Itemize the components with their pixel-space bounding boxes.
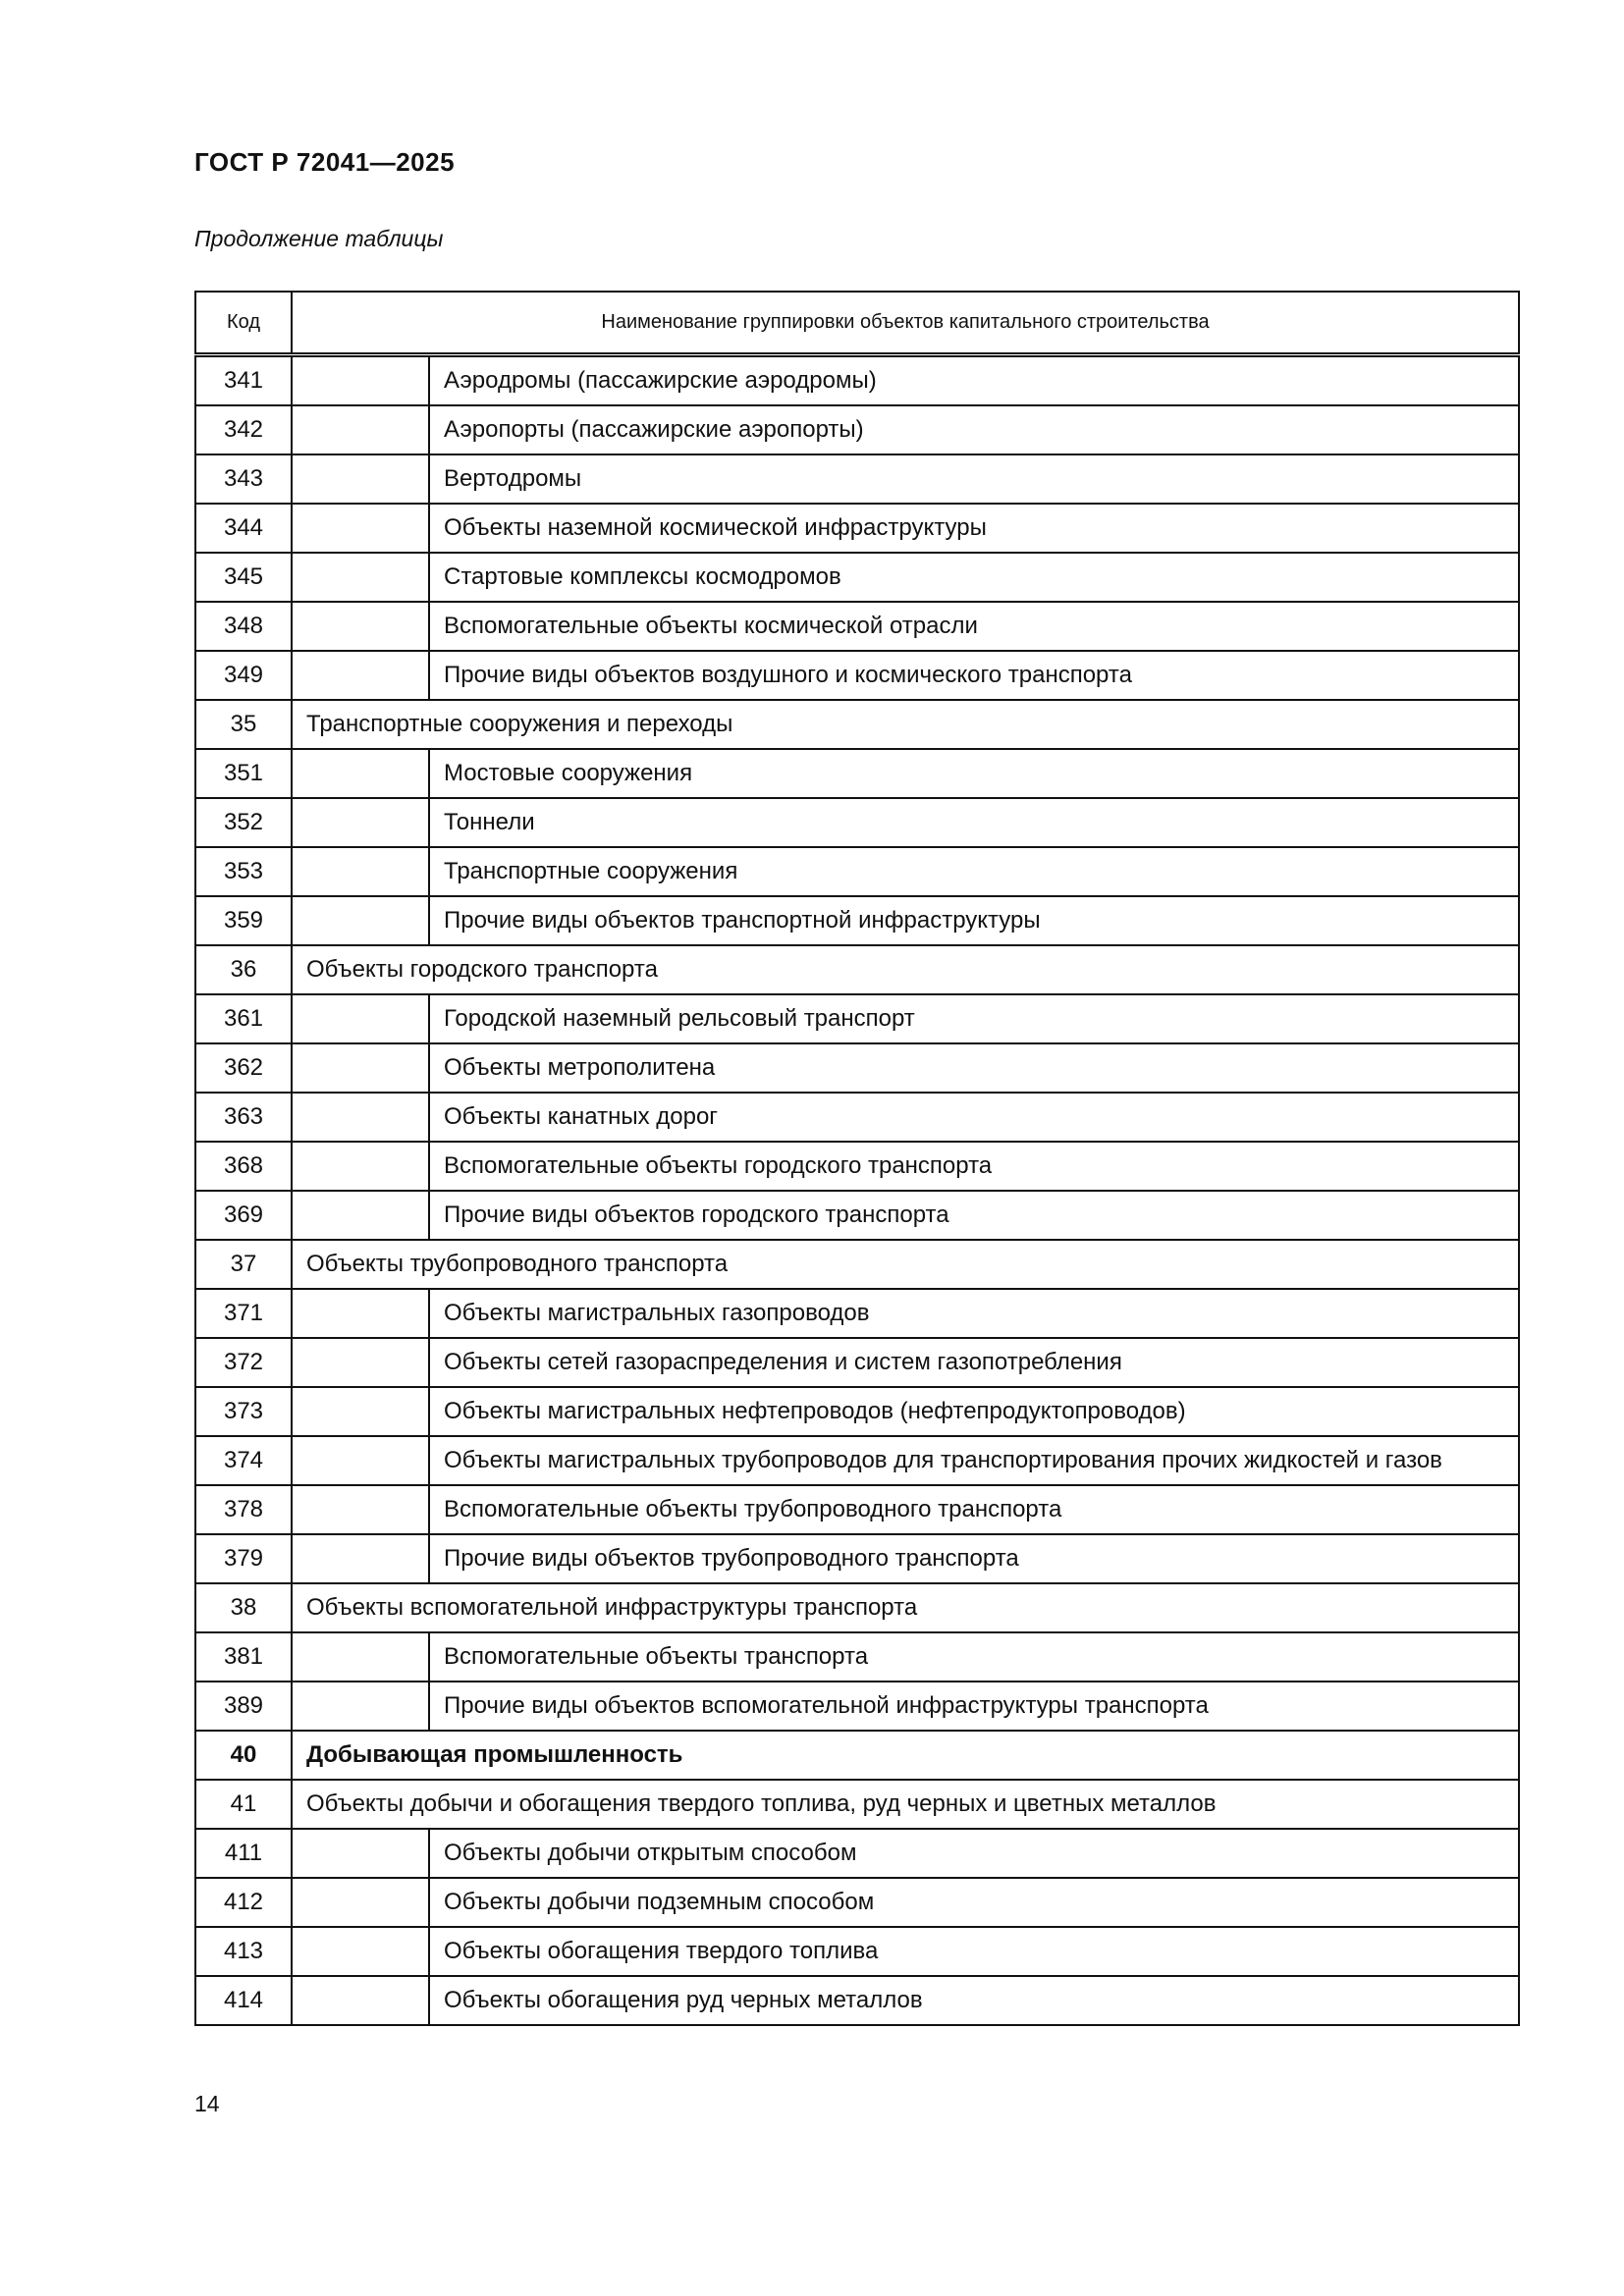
row-name: Объекты магистральных нефтепроводов (нефтепродуктопроводов) bbox=[429, 1387, 1519, 1436]
table-row bbox=[195, 355, 1519, 406]
document-code: ГОСТ Р 72041—2025 bbox=[194, 147, 456, 177]
row-name: Прочие виды объектов трубопроводного транспорта bbox=[429, 1534, 1519, 1583]
row-code: 373 bbox=[195, 1387, 292, 1436]
classifier-table bbox=[194, 291, 1520, 2026]
table-row bbox=[195, 798, 1519, 847]
row-indent-cell bbox=[292, 896, 429, 945]
row-code: 363 bbox=[195, 1093, 292, 1142]
row-indent-cell bbox=[292, 749, 429, 798]
row-code: 344 bbox=[195, 504, 292, 553]
row-indent-cell bbox=[292, 847, 429, 896]
row-name: Стартовые комплексы космодромов bbox=[429, 553, 1519, 602]
row-code: 345 bbox=[195, 553, 292, 602]
table-row bbox=[195, 1583, 1519, 1632]
row-code: 40 bbox=[195, 1731, 292, 1780]
row-indent-cell bbox=[292, 405, 429, 454]
row-indent-cell bbox=[292, 1976, 429, 2025]
row-indent-cell bbox=[292, 798, 429, 847]
row-group-name: Объекты городского транспорта bbox=[292, 945, 1519, 994]
column-header-name: Наименование группировки объектов капитального строительства bbox=[292, 292, 1519, 355]
row-name: Прочие виды объектов транспортной инфраструктуры bbox=[429, 896, 1519, 945]
table-row bbox=[195, 1043, 1519, 1093]
row-group-name: Объекты трубопроводного транспорта bbox=[292, 1240, 1519, 1289]
row-indent-cell bbox=[292, 1632, 429, 1682]
row-indent-cell bbox=[292, 454, 429, 504]
row-indent-cell bbox=[292, 553, 429, 602]
row-code: 41 bbox=[195, 1780, 292, 1829]
row-name: Объекты добычи подземным способом bbox=[429, 1878, 1519, 1927]
table-header-row bbox=[195, 292, 1519, 355]
row-indent-cell bbox=[292, 1534, 429, 1583]
row-code: 35 bbox=[195, 700, 292, 749]
row-indent-cell bbox=[292, 1142, 429, 1191]
row-indent-cell bbox=[292, 1289, 429, 1338]
row-indent-cell bbox=[292, 1191, 429, 1240]
table-row bbox=[195, 1780, 1519, 1829]
table-row bbox=[195, 1682, 1519, 1731]
row-indent-cell bbox=[292, 1093, 429, 1142]
column-header-code: Код bbox=[195, 292, 292, 355]
row-code: 37 bbox=[195, 1240, 292, 1289]
row-code: 411 bbox=[195, 1829, 292, 1878]
row-name: Мостовые сооружения bbox=[429, 749, 1519, 798]
table-row bbox=[195, 1436, 1519, 1485]
table-row bbox=[195, 945, 1519, 994]
row-indent-cell bbox=[292, 1043, 429, 1093]
row-code: 378 bbox=[195, 1485, 292, 1534]
table-row bbox=[195, 1240, 1519, 1289]
row-group-name: Объекты добычи и обогащения твердого топлива, руд черных и цветных металлов bbox=[292, 1780, 1519, 1829]
table-body bbox=[195, 355, 1519, 2026]
table-row bbox=[195, 553, 1519, 602]
table-row bbox=[195, 1142, 1519, 1191]
row-name: Аэропорты (пассажирские аэропорты) bbox=[429, 405, 1519, 454]
table-row bbox=[195, 1485, 1519, 1534]
table-row bbox=[195, 847, 1519, 896]
table-continuation-label: Продолжение таблицы bbox=[194, 226, 444, 251]
table-row bbox=[195, 1731, 1519, 1780]
row-name: Тоннели bbox=[429, 798, 1519, 847]
row-code: 362 bbox=[195, 1043, 292, 1093]
row-code: 348 bbox=[195, 602, 292, 651]
row-code: 342 bbox=[195, 405, 292, 454]
row-indent-cell bbox=[292, 651, 429, 700]
row-indent-cell bbox=[292, 1927, 429, 1976]
table-row bbox=[195, 1338, 1519, 1387]
row-indent-cell bbox=[292, 602, 429, 651]
row-indent-cell bbox=[292, 504, 429, 553]
page-number: 14 bbox=[194, 2091, 220, 2116]
row-name: Городской наземный рельсовый транспорт bbox=[429, 994, 1519, 1043]
table-row bbox=[195, 1632, 1519, 1682]
row-indent-cell bbox=[292, 1436, 429, 1485]
row-name: Объекты наземной космической инфраструктуры bbox=[429, 504, 1519, 553]
row-group-name: Объекты вспомогательной инфраструктуры транспорта bbox=[292, 1583, 1519, 1632]
row-code: 374 bbox=[195, 1436, 292, 1485]
row-code: 372 bbox=[195, 1338, 292, 1387]
row-code: 349 bbox=[195, 651, 292, 700]
table-row bbox=[195, 454, 1519, 504]
row-group-name: Добывающая промышленность bbox=[292, 1731, 1519, 1780]
table-row bbox=[195, 994, 1519, 1043]
row-code: 352 bbox=[195, 798, 292, 847]
table-row bbox=[195, 1534, 1519, 1583]
row-indent-cell bbox=[292, 1387, 429, 1436]
row-name: Вертодромы bbox=[429, 454, 1519, 504]
row-code: 381 bbox=[195, 1632, 292, 1682]
row-name: Объекты магистральных газопроводов bbox=[429, 1289, 1519, 1338]
table-row bbox=[195, 1927, 1519, 1976]
row-indent-cell bbox=[292, 1878, 429, 1927]
row-name: Вспомогательные объекты городского транспорта bbox=[429, 1142, 1519, 1191]
row-name: Объекты канатных дорог bbox=[429, 1093, 1519, 1142]
table-row bbox=[195, 1191, 1519, 1240]
row-name: Аэродромы (пассажирские аэродромы) bbox=[429, 355, 1519, 406]
row-indent-cell bbox=[292, 1682, 429, 1731]
row-indent-cell bbox=[292, 1829, 429, 1878]
row-code: 343 bbox=[195, 454, 292, 504]
row-name: Вспомогательные объекты космической отрасли bbox=[429, 602, 1519, 651]
row-indent-cell bbox=[292, 1338, 429, 1387]
row-name: Объекты обогащения руд черных металлов bbox=[429, 1976, 1519, 2025]
row-name: Объекты обогащения твердого топлива bbox=[429, 1927, 1519, 1976]
row-code: 371 bbox=[195, 1289, 292, 1338]
table-row bbox=[195, 602, 1519, 651]
table-row bbox=[195, 1878, 1519, 1927]
row-name: Прочие виды объектов городского транспорта bbox=[429, 1191, 1519, 1240]
table-row bbox=[195, 749, 1519, 798]
row-code: 368 bbox=[195, 1142, 292, 1191]
row-code: 414 bbox=[195, 1976, 292, 2025]
row-indent-cell bbox=[292, 1485, 429, 1534]
table-row bbox=[195, 1093, 1519, 1142]
row-indent-cell bbox=[292, 994, 429, 1043]
row-code: 369 bbox=[195, 1191, 292, 1240]
row-code: 413 bbox=[195, 1927, 292, 1976]
row-code: 359 bbox=[195, 896, 292, 945]
table-row bbox=[195, 1289, 1519, 1338]
row-code: 361 bbox=[195, 994, 292, 1043]
row-code: 379 bbox=[195, 1534, 292, 1583]
row-name: Вспомогательные объекты транспорта bbox=[429, 1632, 1519, 1682]
row-code: 38 bbox=[195, 1583, 292, 1632]
table-row bbox=[195, 504, 1519, 553]
row-code: 353 bbox=[195, 847, 292, 896]
row-code: 36 bbox=[195, 945, 292, 994]
row-name: Объекты магистральных трубопроводов для транспортирования прочих жидкостей и газов bbox=[429, 1436, 1519, 1485]
row-name: Объекты добычи открытым способом bbox=[429, 1829, 1519, 1878]
table-row bbox=[195, 1976, 1519, 2025]
row-indent-cell bbox=[292, 355, 429, 406]
row-name: Вспомогательные объекты трубопроводного транспорта bbox=[429, 1485, 1519, 1534]
row-code: 412 bbox=[195, 1878, 292, 1927]
row-code: 389 bbox=[195, 1682, 292, 1731]
row-group-name: Транспортные сооружения и переходы bbox=[292, 700, 1519, 749]
row-name: Прочие виды объектов воздушного и космического транспорта bbox=[429, 651, 1519, 700]
table-row bbox=[195, 896, 1519, 945]
row-name: Объекты сетей газораспределения и систем газопотребления bbox=[429, 1338, 1519, 1387]
table-row bbox=[195, 651, 1519, 700]
table-row bbox=[195, 1387, 1519, 1436]
row-code: 341 bbox=[195, 355, 292, 406]
table-row bbox=[195, 1829, 1519, 1878]
row-name: Прочие виды объектов вспомогательной инфраструктуры транспорта bbox=[429, 1682, 1519, 1731]
table-row bbox=[195, 700, 1519, 749]
table-row bbox=[195, 405, 1519, 454]
row-name: Транспортные сооружения bbox=[429, 847, 1519, 896]
row-name: Объекты метрополитена bbox=[429, 1043, 1519, 1093]
row-code: 351 bbox=[195, 749, 292, 798]
